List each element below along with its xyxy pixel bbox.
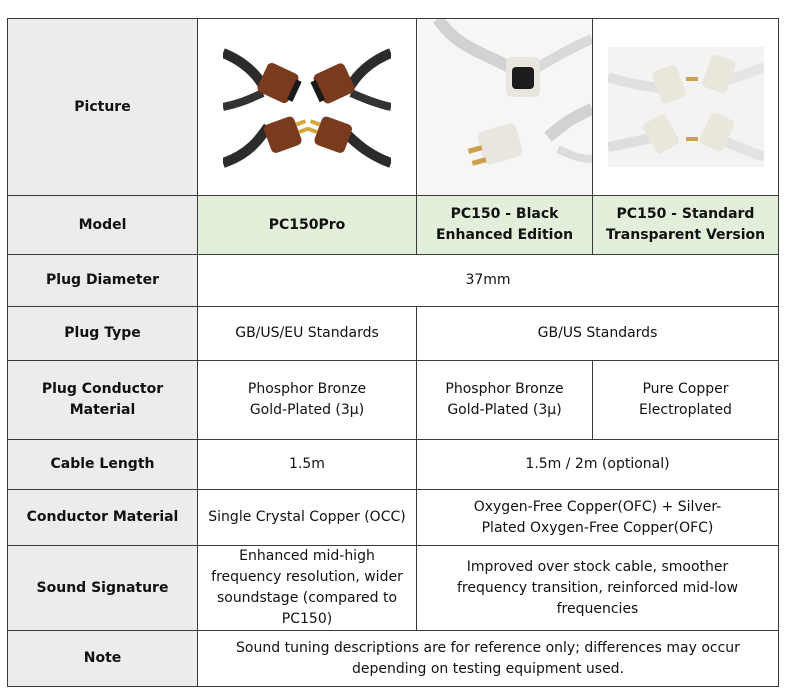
row-label-plug-type: Plug Type	[8, 307, 198, 361]
spec-table	[7, 18, 779, 687]
plug-type-pc150pro: GB/US/EU Standards	[198, 307, 417, 361]
row-label-sound-signature: Sound Signature	[8, 546, 198, 631]
row-plug-diameter	[8, 255, 779, 307]
sound-signature-pc150: Improved over stock cable, smoother frequency transition, reinforced mid-low frequencies	[417, 546, 779, 631]
row-picture	[8, 19, 779, 196]
pc150pro-cable-photo-icon	[223, 45, 391, 169]
product-image-pc150pro	[198, 19, 417, 196]
conductor-material-pc150: Oxygen-Free Copper(OFC) + Silver-Plated Oxygen-Free Copper(OFC)	[417, 490, 779, 546]
row-cable-length	[8, 440, 779, 490]
cable-length-pc150pro: 1.5m	[198, 440, 417, 490]
plug-type-pc150: GB/US Standards	[417, 307, 779, 361]
model-pc150-standard: PC150 - Standard Transparent Version	[593, 196, 779, 255]
row-sound-signature	[8, 546, 779, 631]
product-image-pc150-black	[417, 19, 593, 196]
model-pc150-black: PC150 - Black Enhanced Edition	[417, 196, 593, 255]
row-label-note: Note	[8, 631, 198, 687]
plug-conductor-pc150pro: Phosphor Bronze Gold-Plated (3μ)	[198, 361, 417, 440]
note-value: Sound tuning descriptions are for reference only; differences may occur depending on testing equipment used.	[198, 631, 779, 687]
row-model	[8, 196, 779, 255]
row-label-picture: Picture	[8, 19, 198, 196]
row-note	[8, 631, 779, 687]
row-label-cable-length: Cable Length	[8, 440, 198, 490]
plug-conductor-pc150-black: Phosphor Bronze Gold-Plated (3μ)	[417, 361, 593, 440]
model-pc150pro: PC150Pro	[198, 196, 417, 255]
row-plug-type	[8, 307, 779, 361]
row-label-model: Model	[8, 196, 198, 255]
row-label-conductor-material: Conductor Material	[8, 490, 198, 546]
pc150-standard-cable-photo-icon	[608, 47, 764, 167]
row-conductor-material	[8, 490, 779, 546]
plug-diameter-value: 37mm	[198, 255, 779, 307]
conductor-material-pc150pro: Single Crystal Copper (OCC)	[198, 490, 417, 546]
sound-signature-pc150pro: Enhanced mid-high frequency resolution, wider soundstage (compared to PC150)	[198, 546, 417, 631]
row-label-plug-diameter: Plug Diameter	[8, 255, 198, 307]
product-image-pc150-standard	[593, 19, 779, 196]
pc150-black-cable-photo-icon	[418, 19, 592, 195]
cable-length-pc150: 1.5m / 2m (optional)	[417, 440, 779, 490]
row-label-plug-conductor: Plug Conductor Material	[8, 361, 198, 440]
plug-conductor-pc150-standard: Pure Copper Electroplated	[593, 361, 779, 440]
row-plug-conductor	[8, 361, 779, 440]
